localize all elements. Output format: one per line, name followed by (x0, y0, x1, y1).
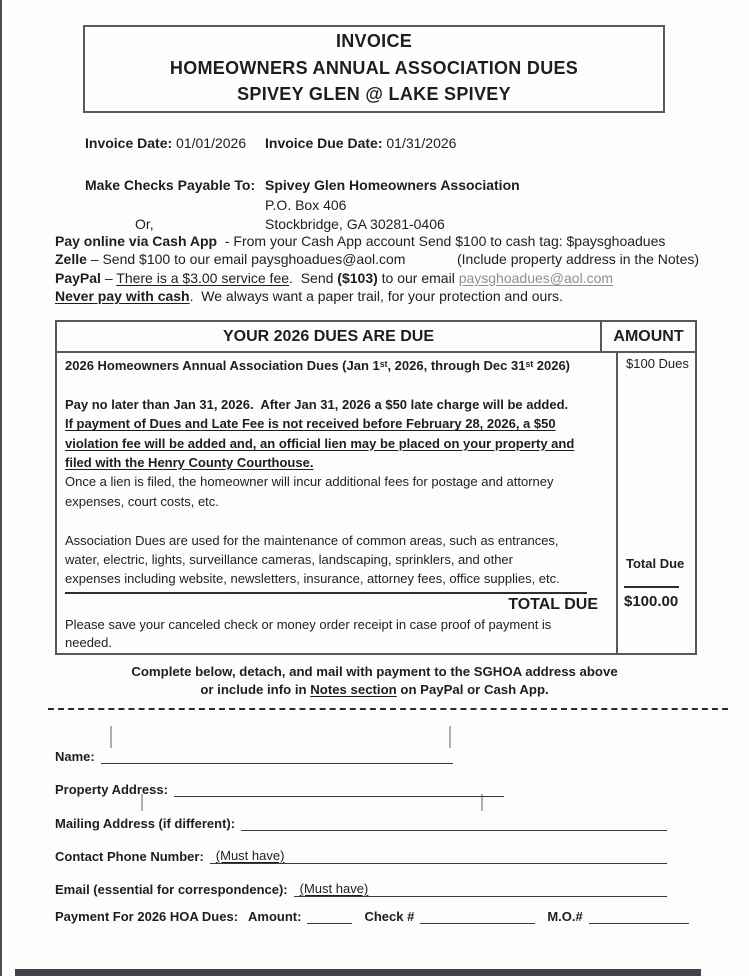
dues-table-body-row (57, 351, 695, 653)
cashapp-payment-line (55, 232, 665, 250)
detach-line2-post: on PayPal or Cash App. (400, 681, 549, 697)
invoice-due-date-label: Invoice Due Date: (265, 135, 383, 151)
invoice-date-value: 01/01/2026 (176, 135, 247, 151)
payment-summary-row (55, 906, 689, 924)
invoice-date (85, 135, 265, 151)
paypal-dash: – (104, 269, 113, 286)
email-must-have-note: (Must have) (299, 881, 369, 896)
dues-usage-paragraph: Association Dues are used for the maintenance of common areas, such as entrances, water, electric, lights, surveillance cameras, landscaping, sprinklers, and other expenses including website, newsletters, insurance, attorney fees, office supplies, etc. (65, 532, 560, 587)
never-pay-cash-line (55, 287, 665, 305)
detach-line-1: Complete below, detach, and mail with payment to the SGHOA address above (131, 664, 618, 679)
save-receipt-note: Please save your canceled check or money order receipt in case proof of payment is needed. (65, 616, 552, 651)
detach-line2-pre: or include info in (200, 681, 307, 697)
paypal-amount: ($103) (337, 269, 378, 286)
scan-edge-left-artifact (0, 0, 2, 976)
dues-line-item: 2026 Homeowners Annual Association Dues (Jan 1ˢᵗ, 2026, through Dec 31ˢᵗ 2026) (65, 358, 571, 373)
notes-section-label: Notes section (310, 681, 397, 697)
lien-warning: If payment of Dues and Late Fee is not received before February 28, 2026, a $50 violation fee will be added and, an official lien may be placed on your property and filed with the Henry County Courthouse. (65, 416, 575, 471)
scan-tick-artifact (110, 726, 112, 748)
zelle-note: (Include property address in the Notes) (457, 251, 700, 268)
never-pay-cash-label: Never pay with cash (55, 287, 190, 304)
paypal-payment-line (55, 269, 665, 287)
check-number-blank-line (420, 908, 535, 924)
check-number-label: Check # (364, 909, 415, 924)
paypal-service-fee-note: There is a $3.00 service fee (116, 269, 290, 286)
make-checks-payable-block (85, 176, 520, 235)
amount-label: Amount: (248, 909, 302, 924)
amount-cell (616, 353, 695, 653)
never-pay-cash-reason: . We always want a paper trail, for your protection and ours. (189, 287, 563, 304)
email-field-row (55, 879, 667, 897)
po-box-line: P.O. Box 406 (265, 196, 347, 213)
mailing-address-blank-line (241, 815, 667, 831)
zelle-instructions: – Send $100 to our email paysghoadues@aol.com (90, 251, 406, 268)
paypal-email-address: paysghoadues@aol.com (458, 269, 614, 286)
amount-total-due-label: Total Due (626, 556, 685, 571)
detach-instructions (0, 663, 749, 698)
zelle-label: Zelle (55, 251, 87, 268)
amount-rule-line (624, 586, 679, 588)
property-address-blank-line (174, 781, 504, 797)
payable-to-label: Make Checks Payable To: (85, 177, 256, 193)
payment-for-dues-label: Payment For 2026 HOA Dues: (55, 909, 239, 924)
dues-header-cell: YOUR 2026 DUES ARE DUE (222, 328, 435, 345)
detach-line-2 (0, 681, 749, 699)
amount-header-cell: AMOUNT (600, 322, 695, 351)
blank-line (65, 375, 608, 394)
name-field-row (55, 746, 453, 764)
late-charge-notice: Pay no later than Jan 31, 2026. After Jan 31, 2026 a $50 late charge will be added. (65, 396, 569, 412)
dues-table (55, 320, 697, 655)
name-blank-line (101, 748, 453, 764)
dues-table-header-row (57, 322, 695, 351)
lien-followup: Once a lien is filed, the homeowner will incur additional fees for postage and attorney expenses, court costs, etc. (65, 474, 554, 509)
association-name: SPIVEY GLEN @ LAKE SPIVEY (237, 84, 511, 104)
grid-spacer (85, 196, 265, 216)
city-state-zip-line: Stockbridge, GA 30281-0406 (265, 216, 445, 232)
detach-dashed-separator (48, 708, 728, 710)
name-label: Name: (55, 749, 95, 764)
cashapp-instructions: - From your Cash App account Send $100 to cash tag: $paysghoadues (224, 233, 666, 249)
property-address-label: Property Address: (55, 782, 168, 797)
amount-blank-line (307, 908, 352, 924)
invoice-subtitle: HOMEOWNERS ANNUAL ASSOCIATION DUES (169, 57, 579, 78)
scan-edge-bottom-artifact (15, 969, 701, 976)
phone-blank-line (210, 848, 667, 864)
paypal-email-text: to our email (381, 269, 455, 286)
phone-label: Contact Phone Number: (55, 849, 204, 864)
money-order-blank-line (589, 908, 689, 924)
online-payment-options (55, 232, 700, 305)
blank-line (65, 511, 608, 530)
phone-field-row (55, 846, 667, 864)
cashapp-label: Pay online via Cash App (55, 233, 218, 249)
paypal-send-text: . Send (289, 269, 334, 286)
or-label: Or, (135, 216, 154, 232)
invoice-title-box (83, 25, 665, 113)
scan-tick-artifact (449, 726, 451, 748)
invoice-date-label: Invoice Date: (85, 135, 173, 151)
invoice-due-date-value: 01/31/2026 (386, 135, 457, 151)
property-address-field-row (55, 779, 504, 797)
invoice-due-date (265, 135, 456, 151)
total-due-value: $100.00 (624, 593, 679, 610)
dues-amount: $100 Dues (626, 356, 689, 371)
invoice-title: INVOICE (335, 31, 413, 51)
mailing-address-field-row (55, 813, 667, 831)
email-blank-line (294, 881, 667, 897)
dues-description-cell (57, 353, 616, 653)
phone-must-have-note: (Must have) (215, 848, 285, 863)
total-due-label: TOTAL DUE (508, 595, 598, 613)
paypal-label: PayPal (55, 269, 101, 286)
payee-name: Spivey Glen Homeowners Association (265, 177, 520, 193)
mailing-address-label: Mailing Address (if different): (55, 816, 236, 831)
invoice-dates-row (85, 135, 456, 151)
money-order-number-label: M.O.# (547, 909, 583, 924)
zelle-payment-line (55, 250, 700, 268)
email-label: Email (essential for correspondence): (55, 882, 288, 897)
